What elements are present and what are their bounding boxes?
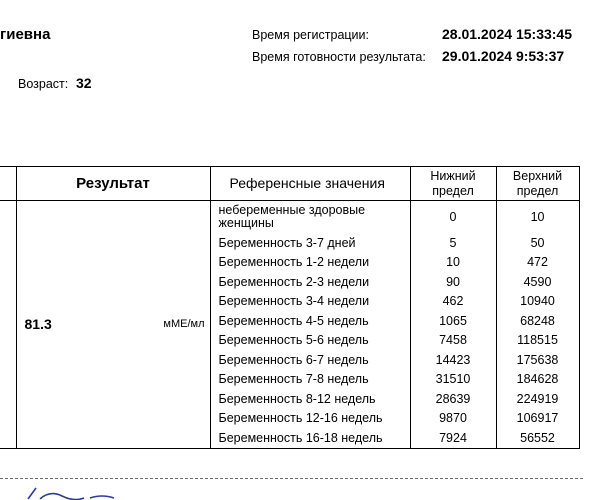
lower-header-line1: Нижний <box>430 168 476 183</box>
results-table <box>0 166 580 449</box>
table-header-row <box>0 167 579 201</box>
lower-limit: 28639 <box>410 389 496 409</box>
upper-limit: 4590 <box>496 272 579 292</box>
upper-limit: 224919 <box>496 389 579 409</box>
test-name-header <box>0 167 16 201</box>
lower-limit: 9870 <box>410 409 496 429</box>
age-label: Возраст: <box>18 77 69 91</box>
lower-limit: 5 <box>410 233 496 253</box>
lower-limit: 7458 <box>410 331 496 351</box>
lower-limit: 7924 <box>410 428 496 448</box>
reference-label: Беременность 1-2 недели <box>210 253 410 273</box>
upper-limit: 56552 <box>496 428 579 448</box>
page-divider <box>0 478 583 479</box>
lower-limit: 0 <box>410 201 496 234</box>
reference-label: Беременность 3-7 дней <box>210 233 410 253</box>
patient-name: гиевна <box>0 26 51 43</box>
lower-header-line2: предел <box>432 183 474 198</box>
result-value: 81.3 <box>16 201 143 449</box>
registration-time: 28.01.2024 15:33:45 <box>442 26 572 42</box>
upper-limit: 118515 <box>496 331 579 351</box>
result-header: Результат <box>16 167 210 201</box>
upper-limit-header <box>496 167 579 201</box>
upper-limit: 184628 <box>496 370 579 390</box>
reference-label: Беременность 6-7 недель <box>210 350 410 370</box>
result-unit: мМЕ/мл <box>143 201 210 449</box>
lower-limit: 14423 <box>410 350 496 370</box>
upper-limit: 106917 <box>496 409 579 429</box>
reference-label: Беременность 4-5 недель <box>210 311 410 331</box>
reference-label: Беременность 5-6 недель <box>210 331 410 351</box>
ready-label: Время готовности результата: <box>252 50 426 64</box>
upper-limit: 10 <box>496 201 579 234</box>
signature-mark <box>10 486 120 500</box>
test-name-cell <box>0 201 16 449</box>
reference-label: Беременность 7-8 недель <box>210 370 410 390</box>
reference-label: Беременность 3-4 недели <box>210 292 410 312</box>
reference-label: Беременность 12-16 недель <box>210 409 410 429</box>
upper-limit: 175638 <box>496 350 579 370</box>
lower-limit: 1065 <box>410 311 496 331</box>
age-value: 32 <box>76 75 92 91</box>
lower-limit: 10 <box>410 253 496 273</box>
lower-limit: 90 <box>410 272 496 292</box>
reference-header: Референсные значения <box>210 167 410 201</box>
reference-label: Беременность 16-18 недель <box>210 428 410 448</box>
reference-label: небеременные здоровые женщины <box>210 201 410 234</box>
upper-header-line2: предел <box>516 183 559 198</box>
upper-limit: 68248 <box>496 311 579 331</box>
upper-limit: 472 <box>496 253 579 273</box>
upper-header-line1: Верхний <box>512 168 563 183</box>
reference-label: Беременность 8-12 недель <box>210 389 410 409</box>
reference-label: Беременность 2-3 недели <box>210 272 410 292</box>
upper-limit: 10940 <box>496 292 579 312</box>
lower-limit-header <box>410 167 496 201</box>
upper-limit: 50 <box>496 233 579 253</box>
ready-time: 29.01.2024 9:53:37 <box>442 48 565 64</box>
lower-limit: 31510 <box>410 370 496 390</box>
registration-label: Время регистрации: <box>252 28 369 42</box>
lower-limit: 462 <box>410 292 496 312</box>
table-row <box>0 201 579 234</box>
